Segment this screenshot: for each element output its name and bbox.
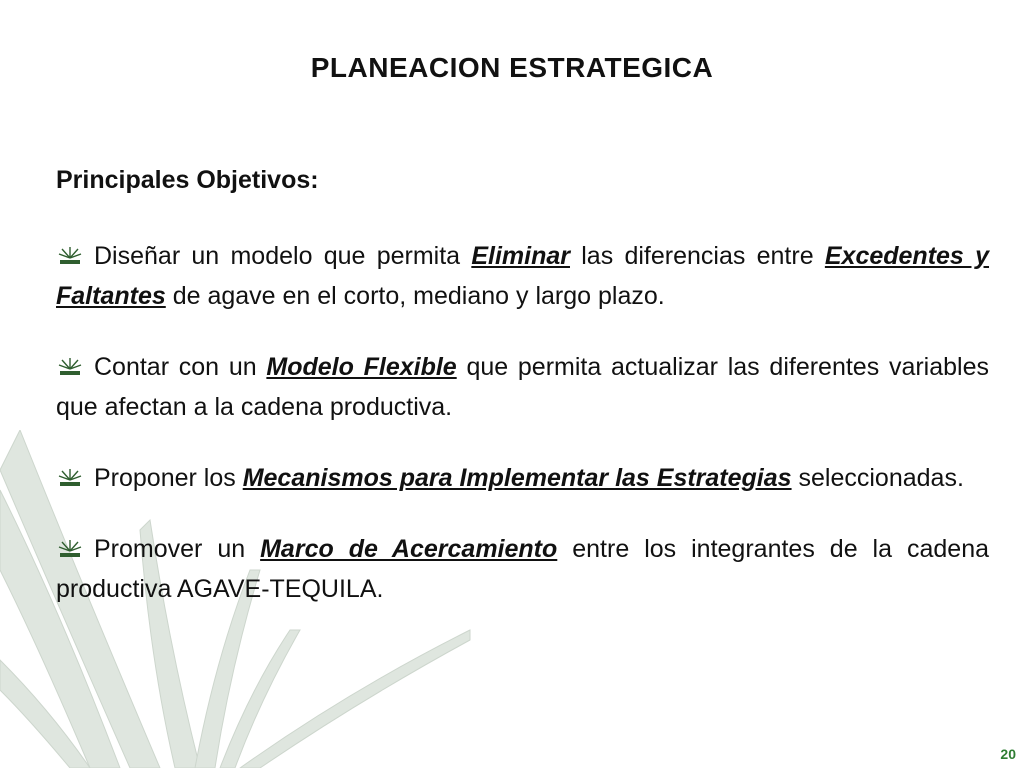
objective-text: de agave en el corto, mediano y largo plazo.	[165, 282, 665, 310]
objective-emphasis: Excedentes y Faltantes	[56, 242, 990, 310]
objective-text: entre los integrantes de la cadena productiva AGAVE-TEQUILA.	[56, 535, 990, 603]
objective-text: Proponer los	[94, 464, 243, 492]
page-number: 20	[1000, 746, 1016, 762]
objective-emphasis: Mecanismos para Implementar las Estrategias	[242, 464, 792, 492]
objective-emphasis: Modelo Flexible	[266, 353, 457, 381]
objective-text: Diseñar un modelo que permita	[94, 242, 472, 270]
objective-item	[56, 458, 989, 498]
agave-tequila-logo-icon	[56, 355, 84, 379]
objectives-list	[56, 236, 989, 640]
objective-item	[56, 347, 989, 427]
objective-text: que permita actualizar las diferentes variables que afectan a la cadena productiva.	[56, 353, 989, 421]
objective-text: seleccionadas.	[791, 464, 964, 492]
objective-emphasis: Eliminar	[471, 242, 570, 270]
objective-item	[56, 529, 989, 609]
objective-emphasis: Marco de Acercamiento	[260, 535, 558, 563]
section-subtitle: Principales Objetivos:	[56, 166, 319, 194]
objective-item	[56, 236, 989, 316]
objective-text: Promover un	[94, 535, 261, 563]
agave-tequila-logo-icon	[56, 244, 84, 268]
slide-title: PLANEACION ESTRATEGICA	[310, 52, 714, 83]
agave-tequila-logo-icon	[56, 466, 84, 490]
agave-tequila-logo-icon	[56, 537, 84, 561]
objective-text: Contar con un	[94, 353, 267, 381]
objective-text: las diferencias entre	[569, 242, 825, 270]
